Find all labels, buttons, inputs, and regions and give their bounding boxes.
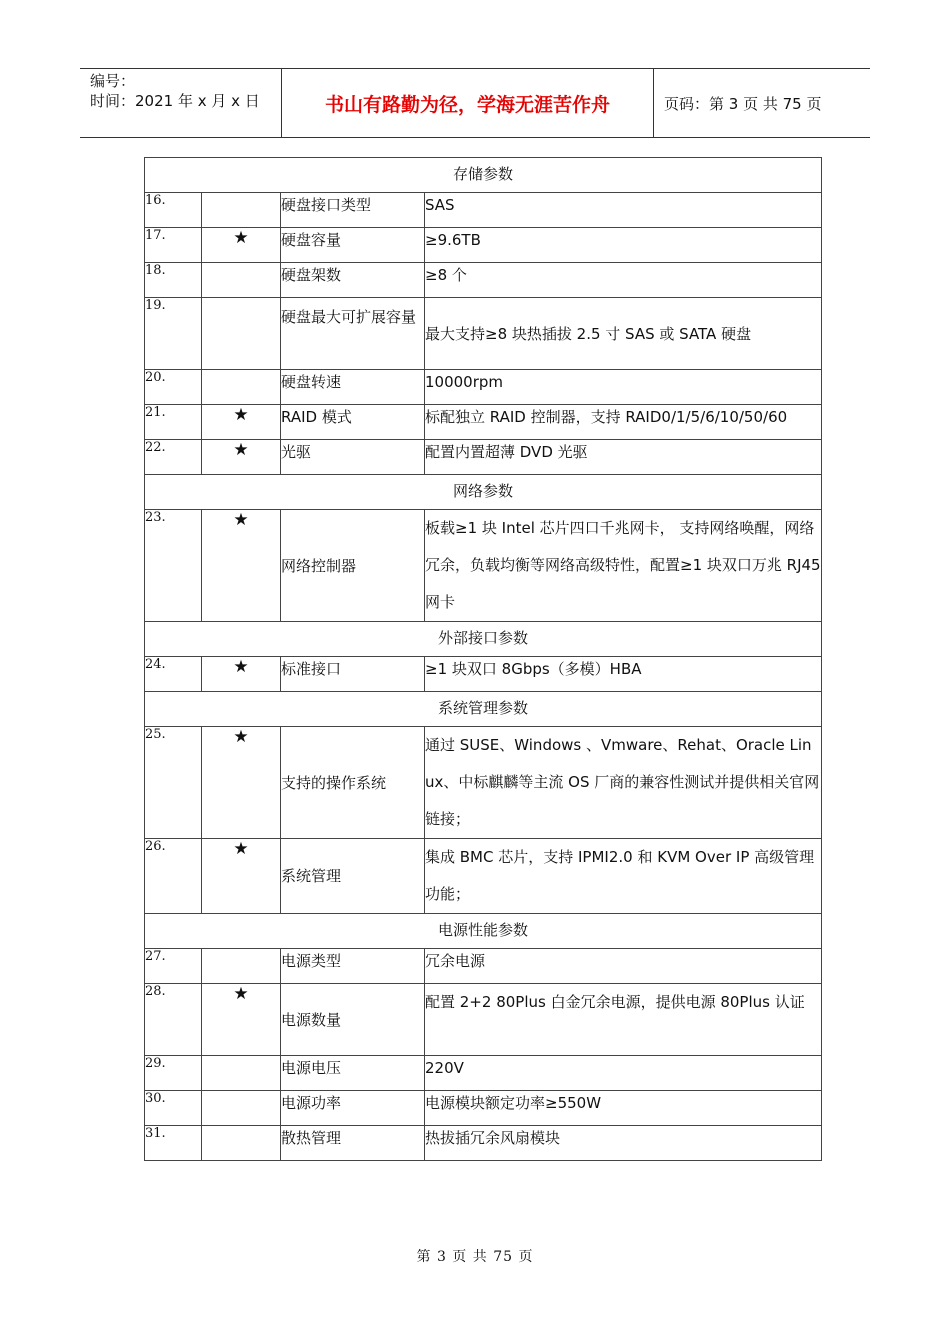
param-name: 硬盘接口类型 [281,193,425,228]
row-number: 30. [145,1091,202,1126]
row-number: 27. [145,949,202,984]
star-icon: ★ [202,510,281,622]
table-row [145,1056,822,1091]
star-icon [202,949,281,984]
row-number: 21. [145,405,202,440]
table-row [145,839,822,914]
table-row [145,370,822,405]
param-name: 电源电压 [281,1056,425,1091]
row-number: 29. [145,1056,202,1091]
row-number: 25. [145,727,202,839]
param-value: 配置 2+2 80Plus 白金冗余电源，提供电源 80Plus 认证 [425,984,822,1056]
table-row [145,510,822,622]
star-icon [202,1056,281,1091]
param-value: 220V [425,1056,822,1091]
table-row [145,1126,822,1161]
table-row [145,984,822,1056]
table-row [145,193,822,228]
param-name: 硬盘架数 [281,263,425,298]
param-name: 硬盘最大可扩展容量 [281,298,425,370]
star-icon [202,193,281,228]
param-name: 硬盘转速 [281,370,425,405]
param-name: 光驱 [281,440,425,475]
param-value: 板载≥1 块 Intel 芯片四口千兆网卡， 支持网络唤醒，网络冗余，负载均衡等网络高级特性，配置≥1 块双口万兆 RJ45 网卡 [425,510,822,622]
section-title-system: 系统管理参数 [145,692,822,727]
table-row [145,1091,822,1126]
document-date: 时间：2021 年 x 月 x 日 [90,92,260,110]
table-row [145,727,822,839]
param-value: 集成 BMC 芯片，支持 IPMI2.0 和 KVM Over IP 高级管理功能； [425,839,822,914]
section-title-storage: 存储参数 [145,158,822,193]
row-number: 18. [145,263,202,298]
section-title-power: 电源性能参数 [145,914,822,949]
header-page-info: 页码：第 3 页 共 75 页 [664,94,822,113]
param-value: 通过 SUSE、Windows 、Vmware、Rehat、Oracle Linux、中标麒麟等主流 OS 厂商的兼容性测试并提供相关官网链接； [425,727,822,839]
param-name: 网络控制器 [281,510,425,622]
star-icon [202,1126,281,1161]
star-icon: ★ [202,657,281,692]
page-footer: 第 3 页 共 75 页 [416,1249,534,1265]
row-number: 19. [145,298,202,370]
spec-table [144,157,822,1161]
param-value: ≥8 个 [425,263,822,298]
param-value: ≥9.6TB [425,228,822,263]
table-row [145,405,822,440]
param-name: RAID 模式 [281,405,425,440]
param-value: 10000rpm [425,370,822,405]
row-number: 16. [145,193,202,228]
star-icon [202,1091,281,1126]
row-number: 28. [145,984,202,1056]
star-icon: ★ [202,984,281,1056]
header-motto: 书山有路勤为径，学海无涯苦作舟 [282,69,654,137]
section-row [145,692,822,727]
table-row [145,228,822,263]
param-value: 冗余电源 [425,949,822,984]
star-icon: ★ [202,405,281,440]
table-row [145,949,822,984]
param-name: 硬盘容量 [281,228,425,263]
star-icon [202,298,281,370]
param-value: 热拔插冗余风扇模块 [425,1126,822,1161]
param-name: 电源功率 [281,1091,425,1126]
param-value: 最大支持≥8 块热插拔 2.5 寸 SAS 或 SATA 硬盘 [425,298,822,370]
section-title-network: 网络参数 [145,475,822,510]
page-header [80,68,870,138]
header-meta [80,69,282,137]
section-row [145,622,822,657]
param-name: 电源数量 [281,984,425,1056]
param-value: SAS [425,193,822,228]
section-row [145,158,822,193]
row-number: 26. [145,839,202,914]
document-number: 编号： [90,72,136,90]
star-icon: ★ [202,839,281,914]
param-value: 配置内置超薄 DVD 光驱 [425,440,822,475]
star-icon [202,370,281,405]
param-name: 支持的操作系统 [281,727,425,839]
section-row [145,475,822,510]
param-value: 标配独立 RAID 控制器，支持 RAID0/1/5/6/10/50/60 [425,405,822,440]
table-row [145,263,822,298]
section-title-external: 外部接口参数 [145,622,822,657]
param-name: 标准接口 [281,657,425,692]
param-name: 电源类型 [281,949,425,984]
star-icon [202,263,281,298]
param-value: ≥1 块双口 8Gbps（多模）HBA [425,657,822,692]
table-row [145,298,822,370]
star-icon: ★ [202,440,281,475]
table-row [145,657,822,692]
star-icon: ★ [202,228,281,263]
row-number: 31. [145,1126,202,1161]
section-row [145,914,822,949]
row-number: 20. [145,370,202,405]
table-row [145,440,822,475]
row-number: 22. [145,440,202,475]
star-icon: ★ [202,727,281,839]
row-number: 17. [145,228,202,263]
param-value: 电源模块额定功率≥550W [425,1091,822,1126]
row-number: 23. [145,510,202,622]
param-name: 散热管理 [281,1126,425,1161]
param-name: 系统管理 [281,839,425,914]
row-number: 24. [145,657,202,692]
